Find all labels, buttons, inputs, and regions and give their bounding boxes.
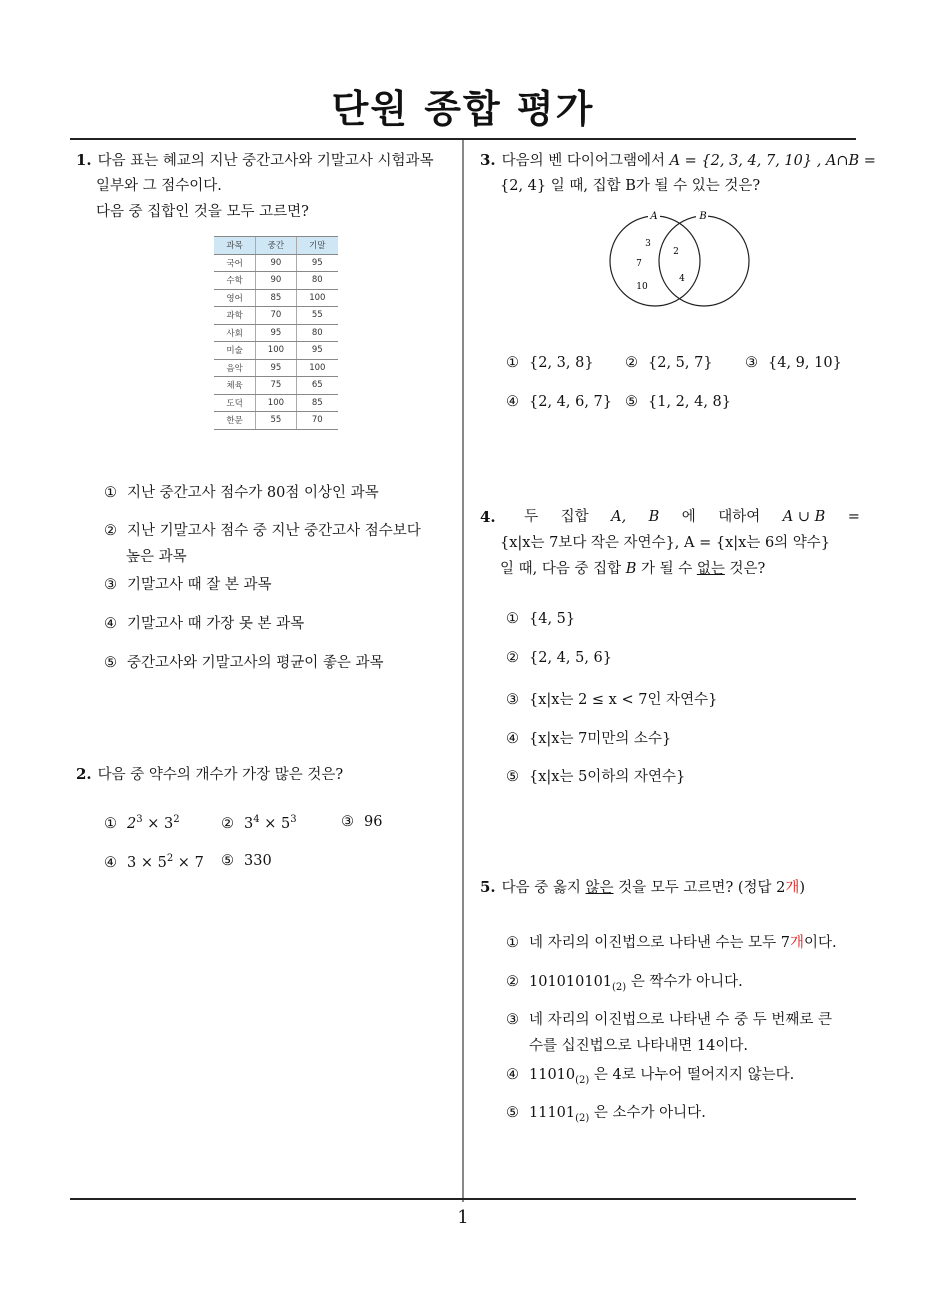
- column-divider: [462, 140, 464, 1202]
- midterm-cell: 70: [256, 307, 296, 325]
- q5-option-4-mark: ④: [506, 1067, 519, 1083]
- subject-cell: 국어: [214, 254, 256, 272]
- q5-option-1-text-b: 개: [790, 935, 805, 951]
- final-cell: 55: [296, 307, 338, 325]
- final-cell: 85: [296, 394, 338, 412]
- q5-text-d: 개: [785, 880, 800, 896]
- venn-label-a: A: [650, 211, 658, 222]
- q5-option-5[interactable]: [506, 1101, 706, 1124]
- score-table-row: [214, 412, 338, 430]
- subject-cell: 음악: [214, 359, 256, 377]
- q2-option-3[interactable]: [341, 814, 382, 830]
- q5-option-4[interactable]: [506, 1063, 794, 1086]
- q1-number: 1.: [76, 151, 92, 169]
- venn-a-element-2: 7: [636, 259, 642, 269]
- subject-cell: 도덕: [214, 394, 256, 412]
- q5-option-1-mark: ①: [506, 935, 519, 951]
- q3-option-4-mark: ④: [506, 394, 519, 410]
- q5-text-c: 것을 모두 고르면? (정답 2: [618, 880, 786, 896]
- venn-a-element-1: 3: [645, 239, 651, 249]
- q5-option-1-text-c: 이다.: [804, 935, 837, 951]
- q4-option-4-text: {x|x는 7미만의 소수}: [529, 731, 672, 747]
- q2-option-3-mark: ③: [341, 814, 354, 830]
- q1-option-1-mark: ①: [104, 485, 117, 501]
- q4-word-4: B: [648, 509, 660, 525]
- q4-stem-line1: [480, 504, 860, 530]
- q5-option-2-mark: ②: [506, 974, 519, 990]
- q5-option-2-base: 101010101: [529, 974, 613, 990]
- header-subject: 과목: [214, 237, 256, 255]
- q4-stem-line2: {x|x는 7보다 작은 자연수}, A = {x|x는 6의 약수}: [500, 535, 831, 551]
- subject-cell: 미술: [214, 342, 256, 360]
- final-cell: 95: [296, 254, 338, 272]
- score-table-header-row: [214, 237, 338, 255]
- q3-option-2[interactable]: [625, 355, 713, 371]
- q5-stem: [480, 874, 805, 901]
- q4-option-1[interactable]: [506, 611, 575, 627]
- subject-cell: 영어: [214, 289, 256, 307]
- q2-option-3-value: 96: [364, 814, 383, 830]
- q5-option-4-rest: 은 4로 나누어 떨어지지 않는다.: [593, 1067, 795, 1083]
- subject-cell: 사회: [214, 324, 256, 342]
- q3-option-4[interactable]: [506, 394, 612, 410]
- score-table-row: [214, 307, 338, 325]
- venn-both-element-1: 2: [673, 247, 679, 257]
- subject-cell: 수학: [214, 272, 256, 290]
- midterm-cell: 85: [256, 289, 296, 307]
- q1-option-5-text: 중간고사와 기말고사의 평균이 좋은 과목: [127, 655, 384, 671]
- q5-option-3-line2: 수를 십진법으로 나타내면 14이다.: [529, 1038, 748, 1054]
- q4-option-2[interactable]: [506, 650, 612, 666]
- q1-option-3-mark: ③: [104, 577, 117, 593]
- venn-set-a-circle: [610, 216, 700, 306]
- venn-diagram: [598, 206, 758, 312]
- final-cell: 95: [296, 342, 338, 360]
- q1-option-1-text: 지난 중간고사 점수가 80점 이상인 과목: [127, 485, 379, 501]
- q1-option-4[interactable]: [104, 612, 304, 633]
- venn-both-element-2: 4: [679, 274, 685, 284]
- venn-set-b-circle: [659, 216, 749, 306]
- q5-option-3-mark: ③: [506, 1012, 519, 1028]
- q3-stem: [480, 147, 876, 174]
- q2-option-5[interactable]: [221, 853, 272, 869]
- midterm-cell: 100: [256, 342, 296, 360]
- score-table-row: [214, 394, 338, 412]
- score-table-row: [214, 324, 338, 342]
- final-cell: 80: [296, 324, 338, 342]
- q4-option-5-text: {x|x는 5이하의 자연수}: [529, 769, 686, 785]
- q4-line3-c: 가 될 수: [640, 561, 693, 577]
- q5-option-5-sub: (2): [575, 1112, 590, 1124]
- venn-label-b: B: [699, 211, 707, 222]
- midterm-cell: 95: [256, 324, 296, 342]
- q5-text-e: ): [799, 880, 806, 896]
- header-final: 기말: [296, 237, 338, 255]
- q2-text: 다음 중 약수의 개수가 가장 많은 것은?: [97, 767, 344, 783]
- q4-option-2-mark: ②: [506, 650, 519, 666]
- q2-stem: [76, 761, 343, 788]
- subject-cell: 과학: [214, 307, 256, 325]
- q5-option-1-text-a: 네 자리의 이진법으로 나타낸 수는 모두 7: [529, 935, 790, 951]
- q3-option-2-mark: ②: [625, 355, 638, 371]
- q1-option-5[interactable]: [104, 651, 384, 672]
- q2-option-1-mark: ①: [104, 815, 117, 832]
- q1-option-2[interactable]: [104, 519, 421, 540]
- q3-option-3-text: {4, 9, 10}: [768, 355, 842, 371]
- q4-word-7: A ∪ B: [782, 509, 826, 525]
- q4-option-3-mark: ③: [506, 692, 519, 708]
- q4-line3-b: B: [625, 561, 637, 577]
- score-table-row: [214, 359, 338, 377]
- q1-line2: 일부와 그 점수이다.: [96, 178, 222, 194]
- q4-option-4[interactable]: [506, 727, 671, 748]
- q4-line3-d: 없는: [696, 561, 725, 577]
- q3-line1-a: 다음의 벤 다이어그램에서: [501, 153, 665, 169]
- header-midterm: 중간: [256, 237, 296, 255]
- q1-option-4-text: 기말고사 때 가장 못 본 과목: [127, 616, 305, 632]
- q2-option-4-expr: $3 \times 5^2 \times 7$: [127, 853, 204, 871]
- q4-stem-line3: [500, 556, 765, 582]
- q4-number: 4.: [480, 508, 496, 526]
- q5-option-1[interactable]: [506, 931, 837, 952]
- subject-cell: 한문: [214, 412, 256, 430]
- q3-option-1-mark: ①: [506, 355, 519, 371]
- midterm-cell: 90: [256, 272, 296, 290]
- midterm-cell: 95: [256, 359, 296, 377]
- q3-option-3[interactable]: [745, 355, 842, 371]
- score-table-row: [214, 342, 338, 360]
- score-table-wrap: [214, 236, 338, 430]
- q2-option-4[interactable]: [104, 853, 204, 871]
- q3-option-4-text: {2, 4, 6, 7}: [529, 394, 613, 410]
- q3-line2-b: 일 때, 집합 B가 될 수 있는 것은?: [550, 178, 761, 194]
- q3-number: 3.: [480, 151, 496, 169]
- q5-option-4-base: 11010: [529, 1067, 576, 1083]
- q1-option-3[interactable]: [104, 573, 272, 594]
- q4-word-3: A,: [611, 509, 627, 525]
- q3-line2-a: {2, 4}: [500, 178, 547, 194]
- final-cell: 80: [296, 272, 338, 290]
- q5-text-a: 다음 중 옳지: [501, 880, 581, 896]
- page-title: 단원 종합 평가: [331, 87, 595, 131]
- q2-option-2-mark: ②: [221, 815, 234, 832]
- q2-option-4-mark: ④: [104, 854, 117, 871]
- q4-option-4-mark: ④: [506, 731, 519, 747]
- q1-option-4-mark: ④: [104, 616, 117, 632]
- q1-stem: [76, 147, 433, 174]
- final-cell: 100: [296, 359, 338, 377]
- q3-option-5[interactable]: [625, 394, 731, 410]
- q5-number: 5.: [480, 878, 496, 896]
- q3-option-2-text: {2, 5, 7}: [648, 355, 713, 371]
- q4-option-1-mark: ①: [506, 611, 519, 627]
- q2-option-1-expr: $2^3 \times 3^2$: [127, 814, 180, 832]
- venn-a-element-3: 10: [636, 282, 648, 292]
- q3-line1-b: A = {2, 3, 4, 7, 10} , A∩B =: [669, 153, 876, 169]
- page-number: 1: [457, 1207, 469, 1228]
- q5-option-3-line1: 네 자리의 이진법으로 나타낸 수 중 두 번째로 큰: [529, 1012, 833, 1028]
- q1-option-1[interactable]: [104, 481, 379, 502]
- q1-option-3-text: 기말고사 때 잘 본 과목: [127, 577, 272, 593]
- q2-option-1[interactable]: [104, 814, 180, 832]
- q4-option-5-mark: ⑤: [506, 769, 519, 785]
- score-table: [214, 236, 338, 430]
- midterm-cell: 100: [256, 394, 296, 412]
- score-table-row: [214, 272, 338, 290]
- q4-option-3[interactable]: [506, 688, 717, 709]
- q5-option-2[interactable]: [506, 970, 743, 993]
- q3-option-1-text: {2, 3, 8}: [529, 355, 594, 371]
- q4-line3-e: 것은?: [729, 561, 766, 577]
- score-table-row: [214, 254, 338, 272]
- q4-line3-a: 일 때, 다음 중 집합: [500, 561, 622, 577]
- q2-option-2[interactable]: [221, 814, 297, 832]
- q2-option-2-expr: $3^4 \times 5^3$: [244, 814, 297, 832]
- q1-line1: 다음 표는 혜교의 지난 중간고사와 기말고사 시험과목: [97, 153, 434, 169]
- q5-option-2-sub: (2): [612, 981, 627, 993]
- q3-option-1[interactable]: [506, 355, 594, 371]
- q4-option-1-text: {4, 5}: [529, 611, 576, 627]
- q4-option-3-text: {x|x는 2 ≤ x < 7인 자연수}: [529, 692, 718, 708]
- score-table-row: [214, 289, 338, 307]
- q4-word-8: =: [847, 509, 860, 525]
- q3-option-3-mark: ③: [745, 355, 758, 371]
- midterm-cell: 75: [256, 377, 296, 395]
- midterm-cell: 90: [256, 254, 296, 272]
- q1-option-2-text-line2: 높은 과목: [126, 549, 187, 565]
- bottom-rule: [70, 1198, 856, 1200]
- q5-option-2-rest: 은 짝수가 아니다.: [630, 974, 743, 990]
- q1-line3: 다음 중 집합인 것을 모두 고르면?: [96, 204, 309, 220]
- midterm-cell: 55: [256, 412, 296, 430]
- q5-text-b: 않은: [585, 880, 614, 896]
- q1-option-5-mark: ⑤: [104, 655, 117, 671]
- q2-number: 2.: [76, 765, 92, 783]
- q5-option-5-rest: 은 소수가 아니다.: [593, 1105, 706, 1121]
- score-table-row: [214, 377, 338, 395]
- q4-option-5[interactable]: [506, 765, 685, 786]
- q3-option-5-text: {1, 2, 4, 8}: [648, 394, 732, 410]
- q4-word-5: 에: [681, 509, 696, 525]
- final-cell: 100: [296, 289, 338, 307]
- q4-word-6: 대하여: [718, 509, 761, 525]
- q4-option-2-text: {2, 4, 5, 6}: [529, 650, 613, 666]
- q4-word-2: 집합: [560, 509, 589, 525]
- q4-word-1: 두: [524, 509, 539, 525]
- q2-option-5-mark: ⑤: [221, 853, 234, 869]
- q5-option-5-mark: ⑤: [506, 1105, 519, 1121]
- q1-option-2-mark: ②: [104, 523, 117, 539]
- q5-option-4-sub: (2): [575, 1074, 590, 1086]
- final-cell: 70: [296, 412, 338, 430]
- q2-option-5-value: 330: [244, 853, 272, 869]
- final-cell: 65: [296, 377, 338, 395]
- subject-cell: 체육: [214, 377, 256, 395]
- q5-option-3[interactable]: [506, 1008, 832, 1029]
- q5-option-5-base: 11101: [529, 1105, 576, 1121]
- q3-line2: [500, 173, 760, 199]
- q3-option-5-mark: ⑤: [625, 394, 638, 410]
- q1-option-2-text-line1: 지난 기말고사 점수 중 지난 중간고사 점수보다: [127, 523, 421, 539]
